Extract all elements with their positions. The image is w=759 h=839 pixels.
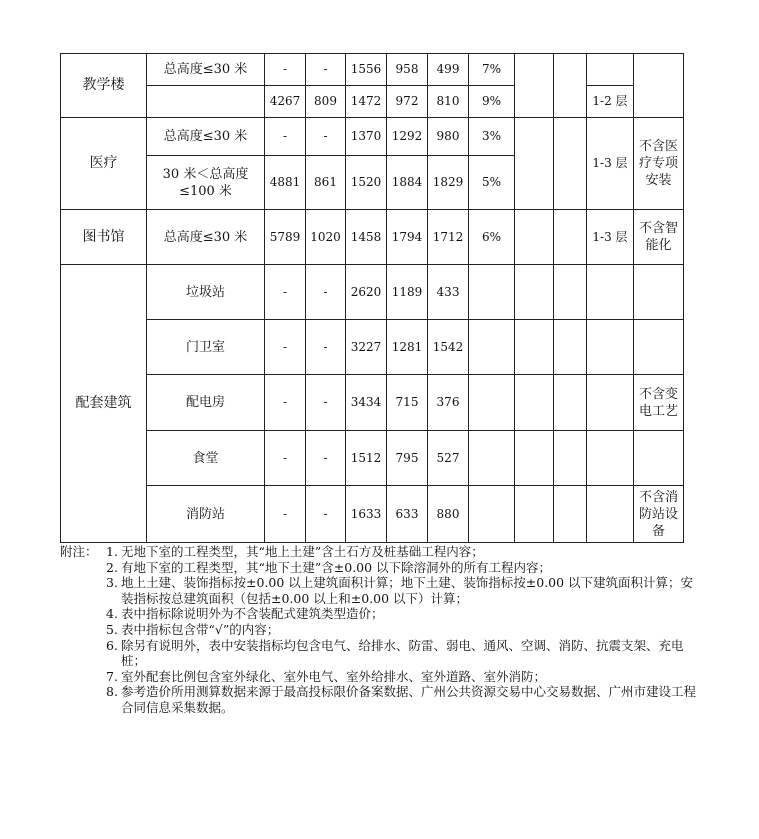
empty-cell [554,486,587,543]
value-cell: - [306,320,346,375]
value-cell: 1292 [387,118,428,156]
value-cell: 3434 [346,375,387,431]
empty-cell [515,486,554,543]
height-range-cell: 总高度≤30 米 [147,118,265,156]
floor-levels-cell: 1-3 层 [587,210,634,265]
value-cell: 1556 [346,54,387,86]
empty-cell [515,320,554,375]
footnotes-title: 附注： [60,544,98,559]
value-cell: - [265,320,306,375]
value-cell: 1189 [387,265,428,320]
value-cell: 376 [428,375,469,431]
value-cell: - [265,375,306,431]
footnote-item [106,669,700,685]
empty-cell [634,265,684,320]
empty-cell [554,210,587,265]
empty-cell [587,486,634,543]
ratio-cell: 7% [469,54,515,86]
footnote-number: 7. [106,668,118,684]
value-cell: - [265,486,306,543]
value-cell: - [306,54,346,86]
empty-cell [515,265,554,320]
value-cell: 810 [428,86,469,118]
category-cell: 医疗 [61,118,147,210]
remark-cell: 不含智能化 [634,210,684,265]
value-cell: 980 [428,118,469,156]
empty-cell [587,54,634,86]
building-name-cell: 垃圾站 [147,265,265,320]
ratio-cell: 9% [469,86,515,118]
remark-cell: 不含医疗专项安装 [634,118,684,210]
footnote-number: 4. [106,606,118,622]
value-cell: 795 [387,431,428,486]
value-cell: 4267 [265,86,306,118]
empty-cell [515,210,554,265]
footnote-item [106,560,700,576]
value-cell: 3227 [346,320,387,375]
empty-cell [469,265,515,320]
empty-cell [469,486,515,543]
value-cell: 633 [387,486,428,543]
empty-cell [515,375,554,431]
value-cell: 1542 [428,320,469,375]
footnotes [60,544,700,716]
value-cell: 527 [428,431,469,486]
height-range-cell: 总高度≤30 米 [147,210,265,265]
table-row [61,118,684,156]
table-row [61,265,684,320]
value-cell: 5789 [265,210,306,265]
empty-cell [554,118,587,210]
height-range-cell: 30 米＜总高度≤100 米 [147,156,265,210]
building-name-cell: 配电房 [147,375,265,431]
footnote-item [106,622,700,638]
value-cell: 1512 [346,431,387,486]
value-cell: 1633 [346,486,387,543]
value-cell: - [306,265,346,320]
footnote-text: 地上土建、装饰指标按±0.00 以上建筑面积计算；地下土建、装饰指标按±0.00 以下建筑面积计算；安装指标按总建筑面积（包括±0.00 以上和±0.00 以下）计算； [121,575,694,606]
empty-cell [554,431,587,486]
value-cell: - [306,375,346,431]
value-cell: - [306,431,346,486]
value-cell: 809 [306,86,346,118]
value-cell: 499 [428,54,469,86]
footnote-text: 表中指标除说明外为不含装配式建筑类型造价； [121,606,384,622]
empty-cell [587,265,634,320]
footnote-text: 无地下室的工程类型，其“地上土建”含土石方及桩基础工程内容； [121,544,484,559]
footnote-text: 表中指标包含带“√”的内容； [121,621,280,637]
value-cell: 1281 [387,320,428,375]
value-cell: 1884 [387,156,428,210]
empty-cell [469,431,515,486]
category-cell: 教学楼 [61,54,147,118]
value-cell: 1794 [387,210,428,265]
value-cell: 1472 [346,86,387,118]
remark-cell: 不含变电工艺 [634,375,684,431]
empty-cell [634,431,684,486]
footnote-text: 室外配套比例包含室外绿化、室外电气、室外给排水、室外道路、室外消防； [121,668,547,684]
empty-cell [515,431,554,486]
building-name-cell: 食堂 [147,431,265,486]
value-cell: 861 [306,156,346,210]
value-cell: 1458 [346,210,387,265]
value-cell: 1520 [346,156,387,210]
value-cell: - [265,54,306,86]
category-cell: 图书馆 [61,210,147,265]
value-cell: 1370 [346,118,387,156]
empty-cell [587,375,634,431]
empty-cell [515,54,554,118]
value-cell: 2620 [346,265,387,320]
value-cell: 972 [387,86,428,118]
footnote-item [106,684,700,715]
footnote-number: 6. [106,637,118,653]
value-cell: 1712 [428,210,469,265]
footnote-number: 5. [106,621,118,637]
value-cell: - [265,265,306,320]
empty-cell [147,86,265,118]
empty-cell [554,265,587,320]
ratio-cell: 3% [469,118,515,156]
ratio-cell: 6% [469,210,515,265]
value-cell: - [265,431,306,486]
cost-index-table [60,53,684,543]
footnote-number: 3. [106,575,118,591]
footnote-item [106,638,700,669]
footnote-item [106,544,700,560]
empty-cell [587,320,634,375]
height-range-cell: 总高度≤30 米 [147,54,265,86]
table-row [61,86,684,118]
empty-cell [587,431,634,486]
value-cell: 880 [428,486,469,543]
table-row [61,54,684,86]
footnote-number: 2. [106,559,118,575]
empty-cell [554,375,587,431]
empty-cell [469,320,515,375]
ratio-cell: 5% [469,156,515,210]
footnote-text: 除另有说明外，表中安装指标均包含电气、给排水、防雷、弱电、通风、空调、消防、抗震支架、充电桩； [121,637,684,669]
value-cell: 4881 [265,156,306,210]
footnote-number: 1. [106,544,118,559]
empty-cell [634,320,684,375]
empty-cell [515,118,554,210]
value-cell: 1020 [306,210,346,265]
footnote-item [106,575,700,606]
empty-cell [554,54,587,118]
value-cell: 715 [387,375,428,431]
remark-cell: 不含消防站设备 [634,486,684,543]
table-row [61,210,684,265]
building-name-cell: 门卫室 [147,320,265,375]
empty-cell [469,375,515,431]
footnote-item [106,606,700,622]
building-name-cell: 消防站 [147,486,265,543]
value-cell: - [265,118,306,156]
empty-cell [634,54,684,118]
footnote-text: 参考造价所用测算数据来源于最高投标限价备案数据、广州公共资源交易中心交易数据、广州市建设工程合同信息采集数据。 [121,684,697,715]
table-row [61,486,684,543]
floor-levels-cell: 1-2 层 [587,86,634,118]
value-cell: 1829 [428,156,469,210]
value-cell: - [306,118,346,156]
category-cell: 配套建筑 [61,265,147,543]
value-cell: - [306,486,346,543]
table-row [61,320,684,375]
footnote-text: 有地下室的工程类型，其“地下土建”含±0.00 以下除溶洞外的所有工程内容； [121,559,552,575]
table-row [61,375,684,431]
value-cell: 433 [428,265,469,320]
footnote-number: 8. [106,684,118,700]
value-cell: 958 [387,54,428,86]
floor-levels-cell: 1-3 层 [587,118,634,210]
table-row [61,431,684,486]
empty-cell [554,320,587,375]
